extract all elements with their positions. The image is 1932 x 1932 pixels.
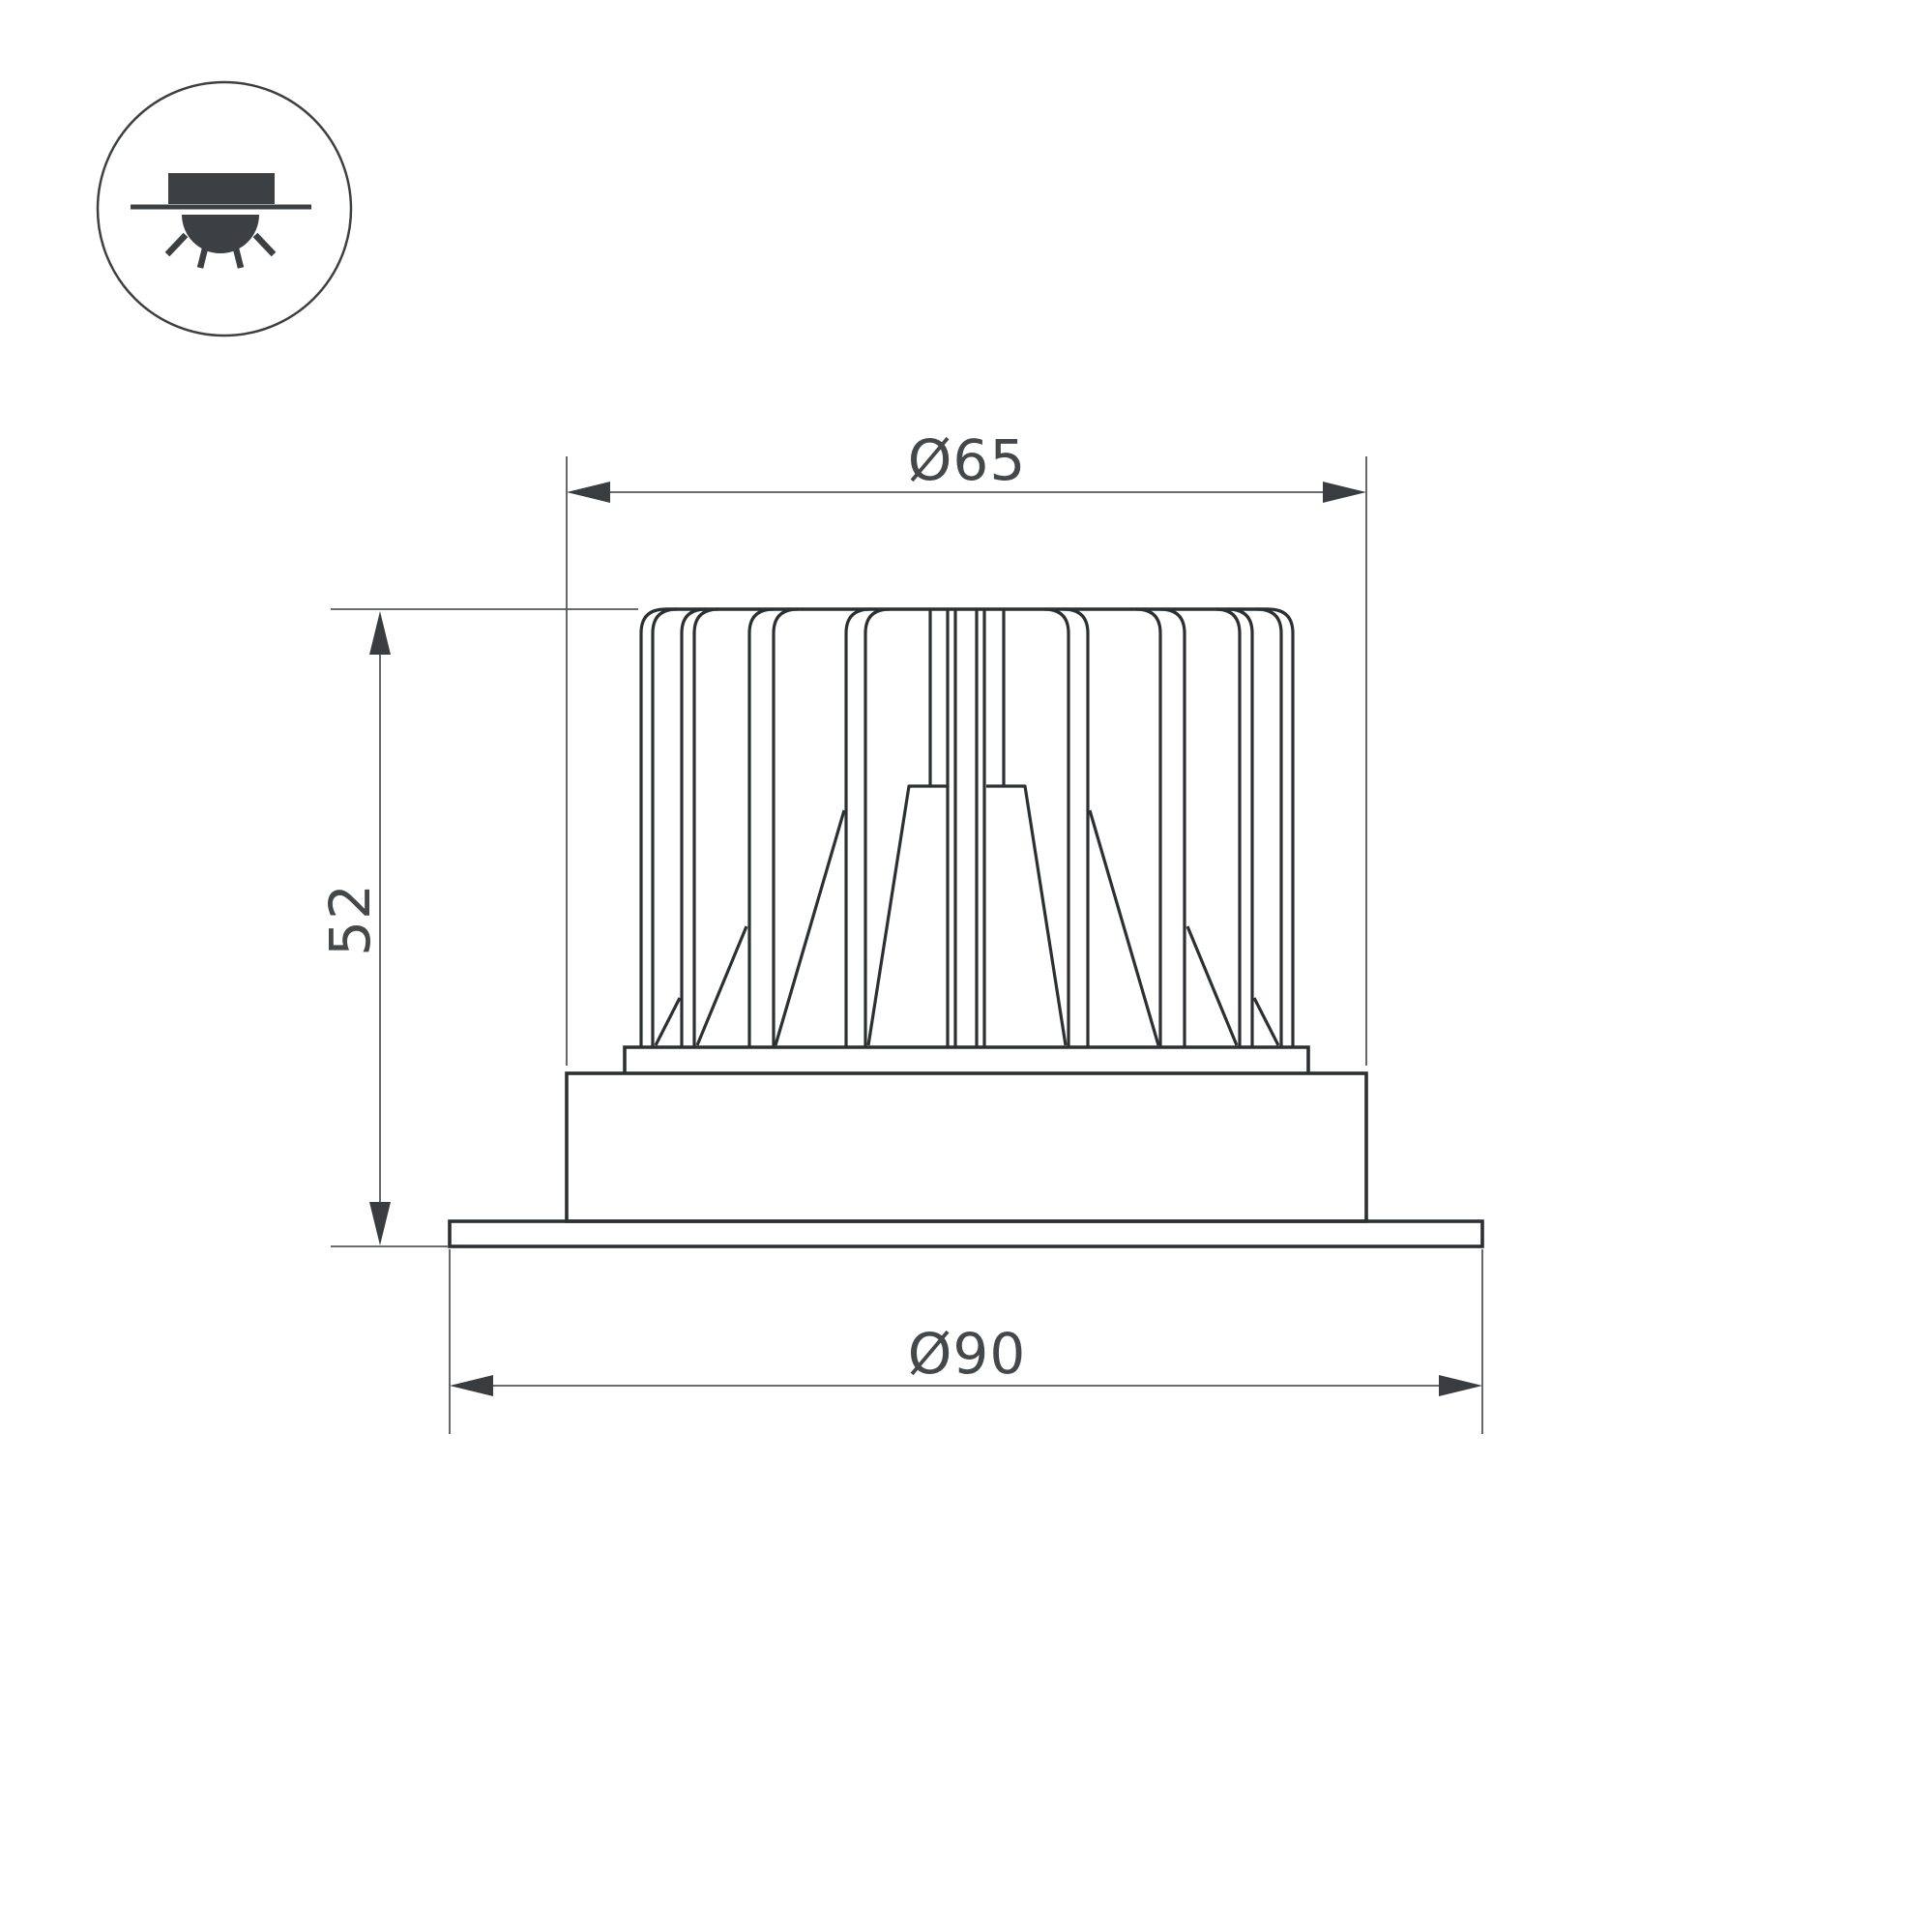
gap-diagonal: [656, 998, 680, 1045]
gap-diagonal: [1187, 926, 1237, 1045]
fin-line: [653, 609, 677, 1047]
heatsink-fins-left: [641, 609, 890, 1047]
arrowhead-top: [369, 611, 391, 655]
dimension-label-height: 52: [317, 883, 383, 956]
heatsink-core-cone: [868, 786, 1066, 1045]
light-ray: [255, 235, 274, 254]
gap-diagonal: [697, 926, 746, 1045]
light-ray: [167, 235, 186, 254]
dimension-height: [317, 609, 638, 1246]
heatsink-base-plate: [625, 1047, 1308, 1073]
fin-line: [1257, 609, 1281, 1047]
arrowhead-bottom: [369, 1202, 391, 1245]
dimension-label-top-diameter: Ø65: [907, 427, 1027, 493]
lamp-body: [567, 1073, 1366, 1221]
cone-left-edge: [868, 786, 948, 1045]
recessed-downlight-icon: [98, 82, 351, 336]
cone-right-edge: [986, 786, 1066, 1045]
dimension-label-bottom-diameter: Ø90: [907, 1321, 1027, 1387]
trim-flange: [450, 1221, 1482, 1246]
light-ray: [235, 245, 241, 268]
gap-diagonal: [1090, 810, 1158, 1045]
luminaire-drawing: [450, 609, 1482, 1246]
gap-diagonal: [1254, 998, 1278, 1045]
fin-line: [1215, 609, 1240, 1047]
heatsink-fins-center: [930, 609, 1004, 1047]
icon-lamp-dome: [182, 215, 259, 253]
light-ray: [200, 245, 206, 268]
gap-diagonal: [776, 810, 844, 1045]
arrowhead-left: [567, 482, 610, 503]
dimension-bottom-diameter: [450, 1249, 1482, 1434]
fin-line: [749, 609, 774, 1047]
arrowhead-right: [1439, 1375, 1482, 1396]
icon-housing-rect: [168, 173, 275, 204]
arrowhead-left: [450, 1375, 493, 1396]
dimension-top-diameter: [567, 427, 1366, 1066]
fin-line: [1160, 609, 1185, 1047]
fin-line: [694, 609, 718, 1047]
arrowhead-right: [1323, 482, 1366, 503]
heatsink-fins-right: [1044, 609, 1293, 1047]
